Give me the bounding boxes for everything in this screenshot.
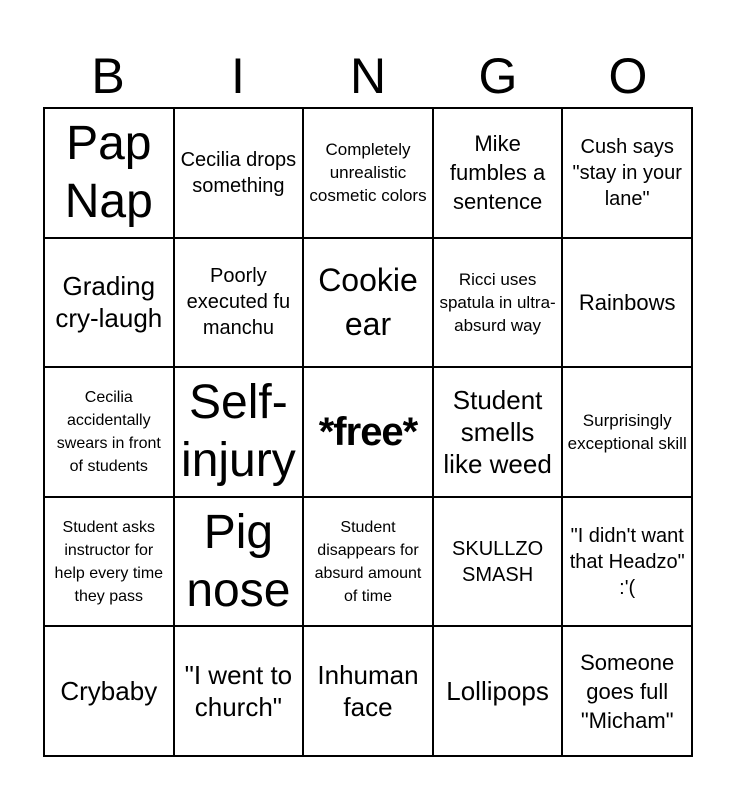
bingo-cell[interactable] [433, 238, 563, 368]
bingo-cell[interactable] [44, 497, 174, 627]
header-letter-i: I [231, 48, 245, 104]
free-space-text: *free* [318, 409, 418, 454]
bingo-cell[interactable] [303, 626, 433, 756]
bingo-cell[interactable] [174, 238, 304, 368]
bingo-cell-text: "I didn't want that Headzo" :'( [569, 524, 685, 599]
bingo-cell[interactable] [303, 497, 433, 627]
bingo-cell-text: Crybaby [60, 676, 158, 707]
bingo-cell[interactable] [433, 626, 563, 756]
bingo-cell-text: SKULLZO SMASH [452, 537, 544, 586]
bingo-cell[interactable] [303, 238, 433, 368]
bingo-cell-text: Someone goes full "Micham" [580, 649, 675, 733]
bingo-cell[interactable] [562, 238, 692, 368]
bingo-cell[interactable] [44, 626, 174, 756]
bingo-cell-text: Surprisingly exceptional skill [567, 410, 687, 453]
bingo-free-cell[interactable] [303, 367, 433, 497]
bingo-cell[interactable] [303, 108, 433, 238]
bingo-cell-text: Mike fumbles a sentence [449, 131, 546, 215]
bingo-cell-text: Student smells like weed [443, 384, 552, 479]
bingo-cell-text: Cookie ear [318, 262, 418, 343]
bingo-cell[interactable] [433, 108, 563, 238]
bingo-cell[interactable] [44, 238, 174, 368]
bingo-cell[interactable] [562, 497, 692, 627]
bingo-cell[interactable] [174, 497, 304, 627]
bingo-cell-text: Poorly executed fu manchu [186, 265, 291, 340]
bingo-cell[interactable] [174, 108, 304, 238]
header-letter-g: G [478, 48, 518, 104]
bingo-cell[interactable] [44, 108, 174, 238]
bingo-cell-text: Completely unrealistic cosmetic colors [309, 140, 427, 206]
bingo-cell-text: Inhuman face [317, 660, 419, 723]
bingo-header [43, 44, 693, 108]
bingo-cell[interactable] [562, 626, 692, 756]
bingo-cell-text: Ricci uses spatula in ultra-absurd way [439, 269, 556, 335]
header-letter-o: O [608, 48, 648, 104]
bingo-cell-text: Pap Nap [64, 116, 153, 228]
bingo-cell-text: Pig nose [186, 505, 291, 617]
bingo-cell-text: Student asks instructor for help every time they pass [54, 518, 164, 605]
header-letter-b: B [91, 48, 125, 104]
bingo-cell[interactable] [174, 367, 304, 497]
bingo-cell-text: Grading cry-laugh [55, 271, 163, 334]
bingo-cell-text: Rainbows [578, 289, 676, 315]
bingo-cell-text: Cecilia drops something [180, 148, 297, 197]
bingo-cell-text: Self-injury [181, 375, 296, 487]
bingo-cell[interactable] [44, 367, 174, 497]
bingo-cell[interactable] [174, 626, 304, 756]
bingo-card-grid [43, 107, 693, 757]
bingo-cell[interactable] [562, 367, 692, 497]
bingo-cell[interactable] [433, 367, 563, 497]
bingo-cell-text: Student disappears for absurd amount of time [314, 518, 422, 605]
header-letter-n: N [349, 48, 387, 104]
bingo-cell-text: Cecilia accidentally swears in front of students [56, 388, 161, 475]
bingo-cell-text: "I went to church" [184, 660, 293, 723]
bingo-cell-text: Lollipops [446, 676, 549, 707]
bingo-cell[interactable] [562, 108, 692, 238]
bingo-cell[interactable] [433, 497, 563, 627]
bingo-cell-text: Cush says "stay in your lane" [572, 135, 682, 210]
